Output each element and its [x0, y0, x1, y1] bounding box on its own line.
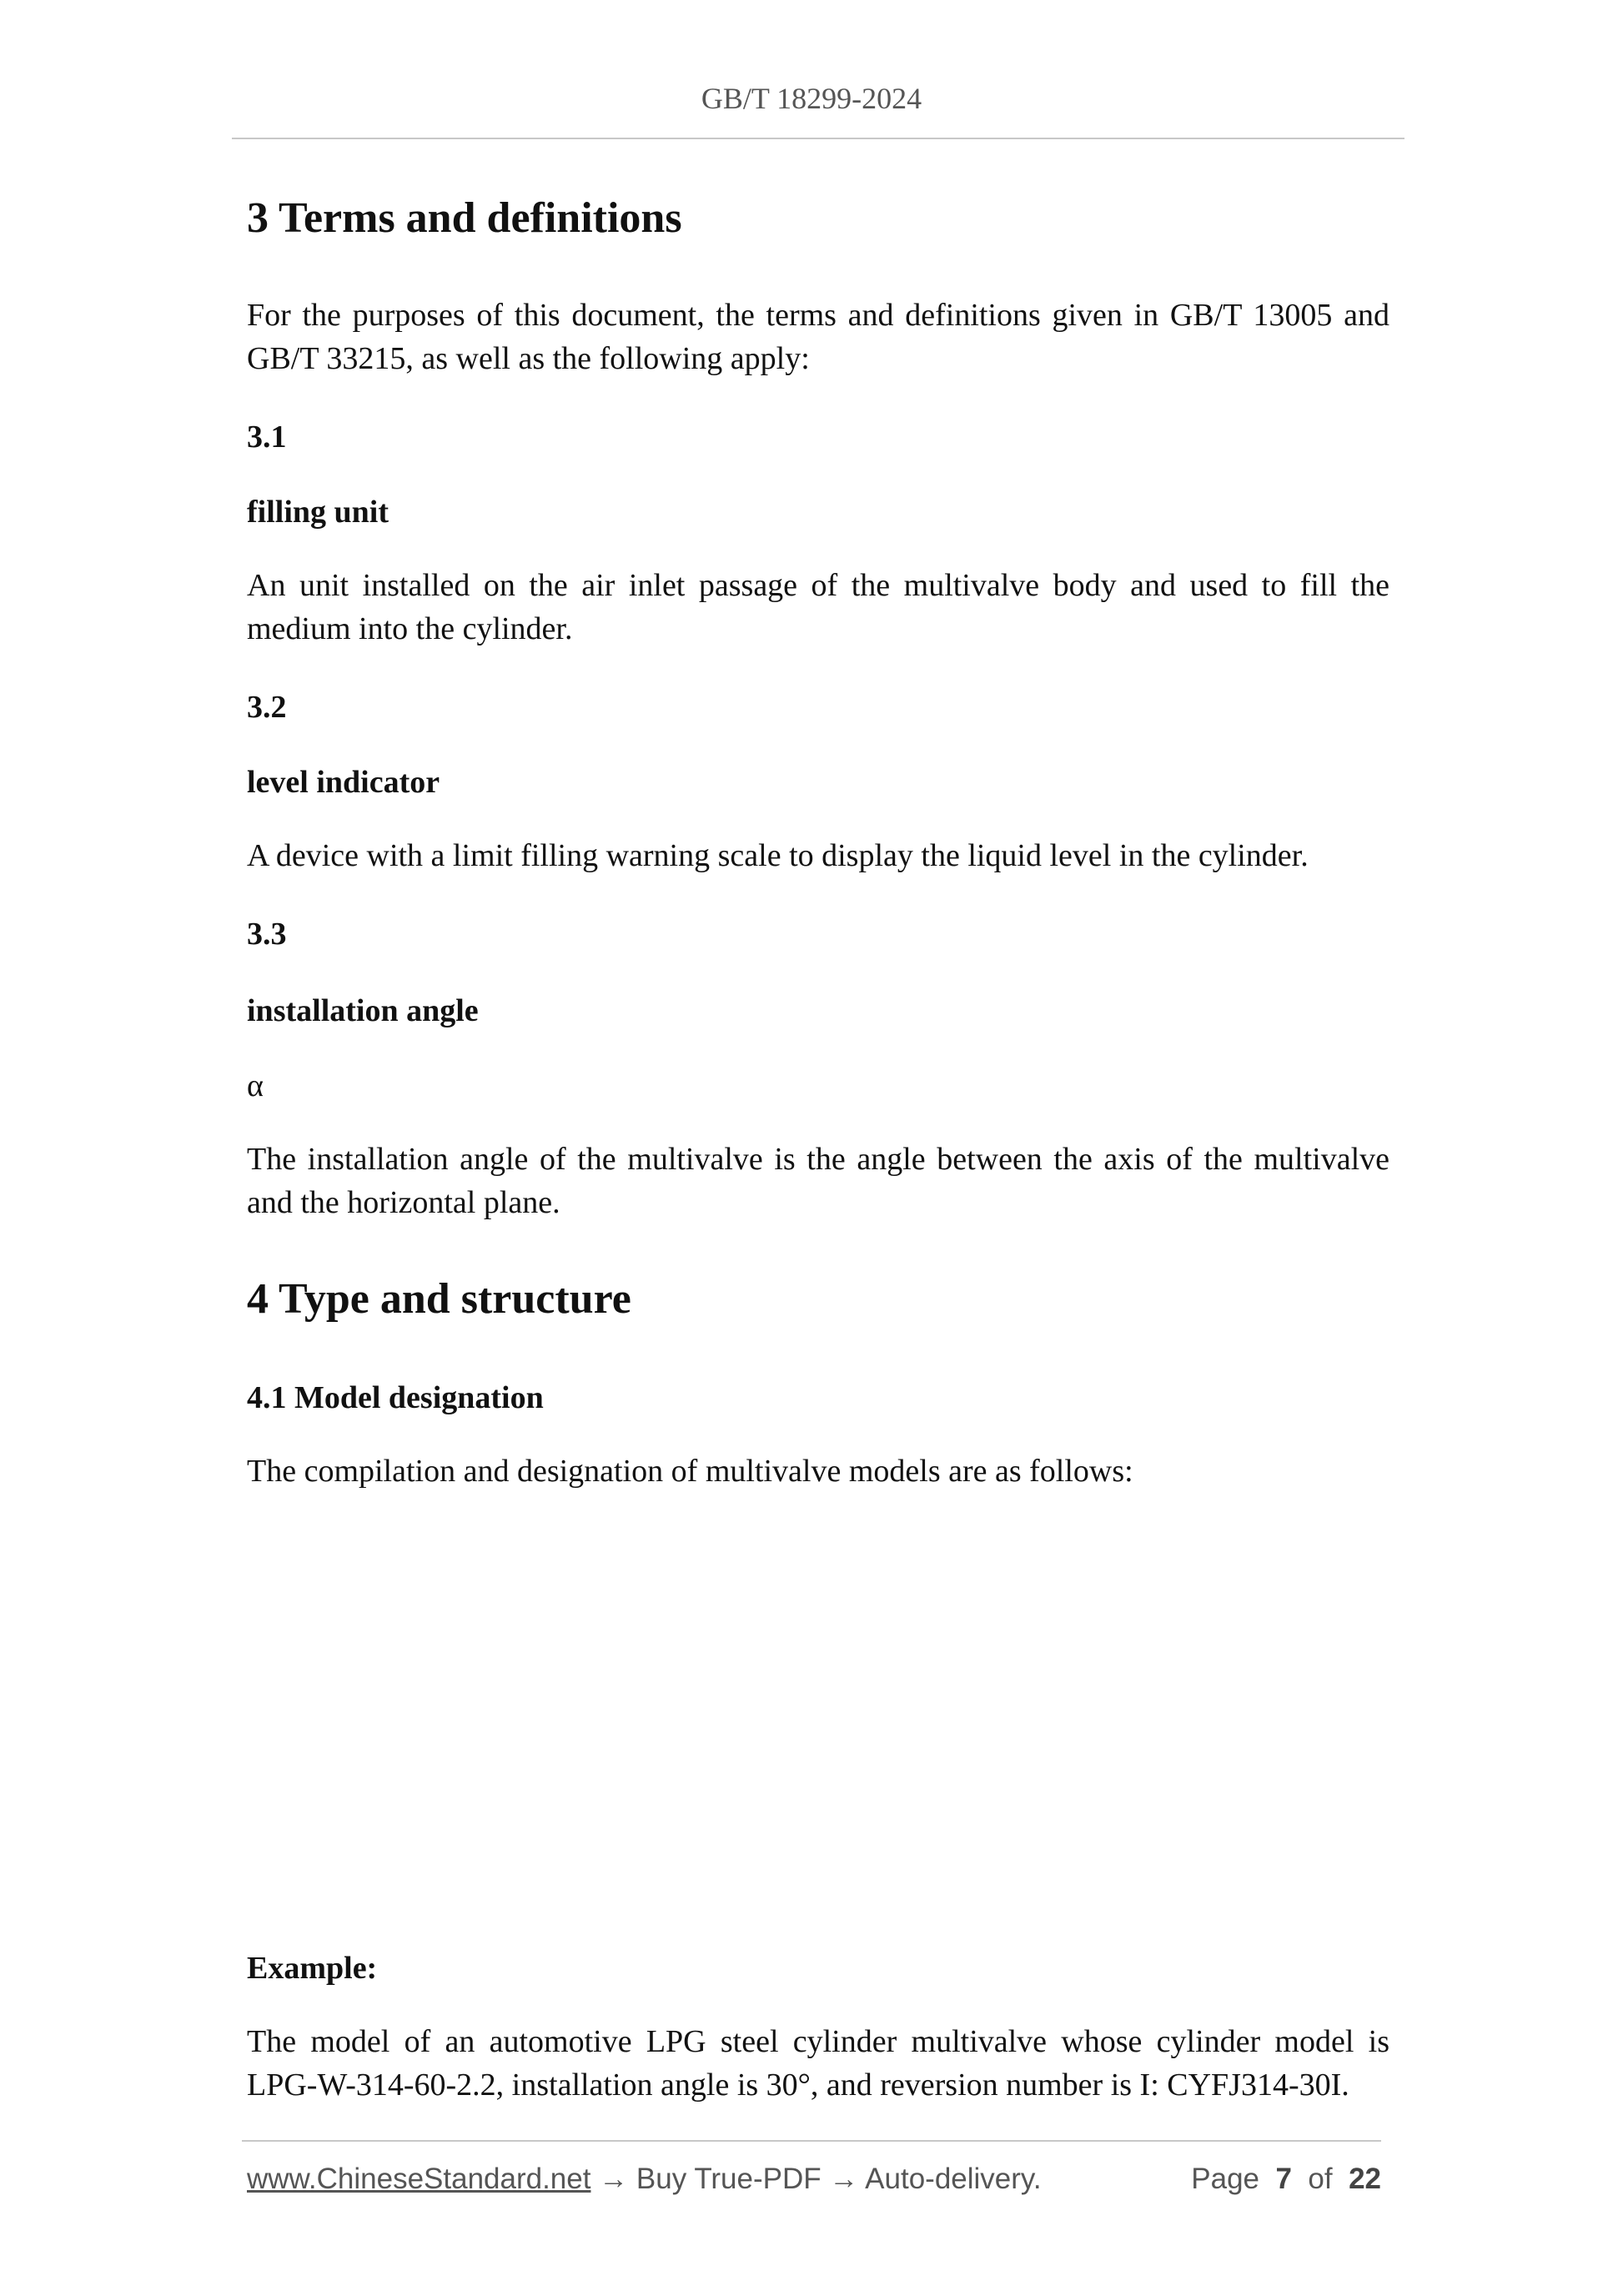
- term-3-3-symbol: α: [247, 1068, 264, 1103]
- page-header: GB/T 18299-2024: [701, 82, 922, 115]
- footer-tagline: → Buy True-PDF → Auto-delivery.: [590, 2163, 1042, 2195]
- term-3-3-number: 3.3: [247, 917, 287, 952]
- section-3-intro: For the purposes of this document, the terms and definitions given in GB/T 13005 and GB/T 33215, as well as the following apply:: [247, 298, 1389, 376]
- of-label: of: [1308, 2163, 1333, 2195]
- header-divider: [232, 138, 1404, 139]
- term-3-3-definition: The installation angle of the multivalve is the angle between the axis of the multivalve and the horizontal plane.: [247, 1142, 1389, 1220]
- term-3-2-name: level indicator: [247, 765, 440, 800]
- example-text: The model of an automotive LPG steel cylinder multivalve whose cylinder model is LPG-W-314-60-2.2, installation angle is 30°, and reversion number is I: CYFJ314-30I.: [247, 2024, 1389, 2103]
- footer-divider: [242, 2140, 1381, 2142]
- section-4-heading: 4 Type and structure: [247, 1275, 631, 1323]
- example-label: Example:: [247, 1951, 378, 1986]
- term-3-2-number: 3.2: [247, 690, 287, 725]
- website-link[interactable]: www.ChineseStandard.net: [247, 2163, 591, 2195]
- footer-promo: [247, 2158, 1042, 2200]
- section-4-1-heading: 4.1 Model designation: [247, 1380, 544, 1415]
- section-4-1-intro: The compilation and designation of multivalve models are as follows:: [247, 1454, 1133, 1489]
- term-3-2-definition: A device with a limit filling warning scale to display the liquid level in the cylinder.: [247, 838, 1309, 873]
- page-indicator: [1191, 2158, 1381, 2200]
- term-3-3-name: installation angle: [247, 993, 479, 1028]
- page-footer: [247, 2158, 1381, 2200]
- total-pages: 22: [1349, 2163, 1381, 2195]
- page-number: 7: [1275, 2163, 1292, 2195]
- term-3-1-number: 3.1: [247, 420, 287, 455]
- term-3-1-name: filling unit: [247, 495, 389, 530]
- section-3-heading: 3 Terms and definitions: [247, 194, 682, 242]
- page-label: Page: [1191, 2163, 1260, 2195]
- term-3-1-definition: An unit installed on the air inlet passage of the multivalve body and used to fill the medium into the cylinder.: [247, 568, 1389, 646]
